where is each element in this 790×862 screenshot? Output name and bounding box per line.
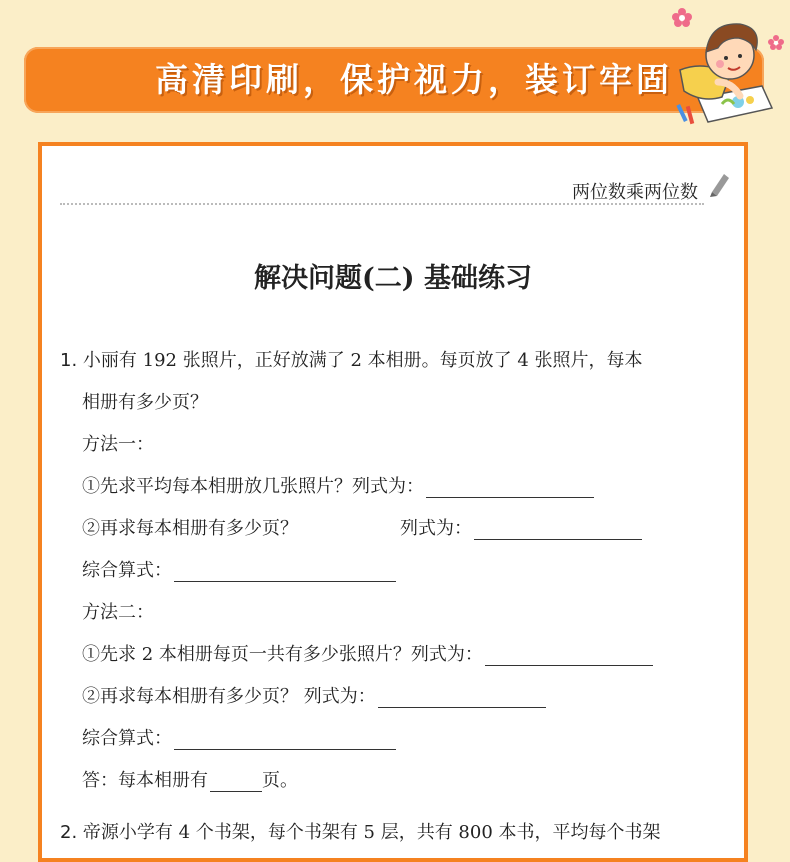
answer-line: [82, 766, 298, 792]
method-2-combined: [82, 724, 396, 750]
answer-blank[interactable]: [474, 521, 642, 540]
formula-label: 列式为：: [400, 518, 472, 539]
child-drawing-illustration: [640, 0, 790, 128]
question-1-line-2: 相册有多少页？: [82, 392, 208, 413]
answer-blank[interactable]: [174, 731, 396, 750]
combined-label: 综合算式：: [82, 728, 172, 749]
method-1-combined: [82, 556, 396, 582]
method-1-step-2: [82, 514, 298, 540]
question-number: 2.: [60, 822, 78, 843]
section-tag: 两位数乘两位数: [572, 182, 698, 203]
method-1-label: 方法一：: [82, 434, 154, 455]
method-2-step-2: [82, 682, 546, 708]
answer-blank[interactable]: [378, 689, 546, 708]
answer-blank[interactable]: [210, 773, 262, 792]
step-text: ①先求平均每本相册放几张照片？列式为：: [82, 476, 424, 497]
lesson-title: 解决问题(二) 基础练习: [254, 263, 532, 294]
answer-blank[interactable]: [426, 479, 594, 498]
method-2-label: 方法二：: [82, 602, 154, 623]
pencil-icon: [706, 170, 732, 198]
flower-icon: [672, 8, 692, 27]
combined-label: 综合算式：: [82, 560, 172, 581]
answer-prefix: 答：每本相册有: [82, 770, 208, 791]
question-text: 帝源小学有 4 个书架，每个书架有 5 层，共有 800 本书，平均每个书架: [82, 822, 661, 843]
step-text: ②再求每本相册有多少页？ 列式为：: [82, 686, 376, 707]
worksheet-page: [38, 142, 748, 862]
question-1-line-1: [60, 346, 643, 372]
answer-blank[interactable]: [485, 647, 653, 666]
question-number: 1.: [60, 350, 78, 371]
header-divider: [60, 203, 704, 205]
method-1-step-2-formula: [400, 514, 642, 540]
question-2-line-1: [60, 818, 661, 844]
method-2-step-1: [82, 640, 653, 666]
step-text: ①先求 2 本相册每页一共有多少张照片？列式为：: [82, 644, 483, 665]
answer-blank[interactable]: [174, 563, 396, 582]
method-1-step-1: [82, 472, 594, 498]
flower-icon: [768, 35, 784, 50]
step-text: ②再求每本相册有多少页？: [82, 518, 298, 539]
answer-suffix: 页。: [262, 770, 298, 791]
question-text: 小丽有 192 张照片，正好放满了 2 本相册。每页放了 4 张照片，每本: [82, 350, 643, 371]
banner-title: 高清印刷，保护视力，装订牢固: [155, 60, 673, 99]
